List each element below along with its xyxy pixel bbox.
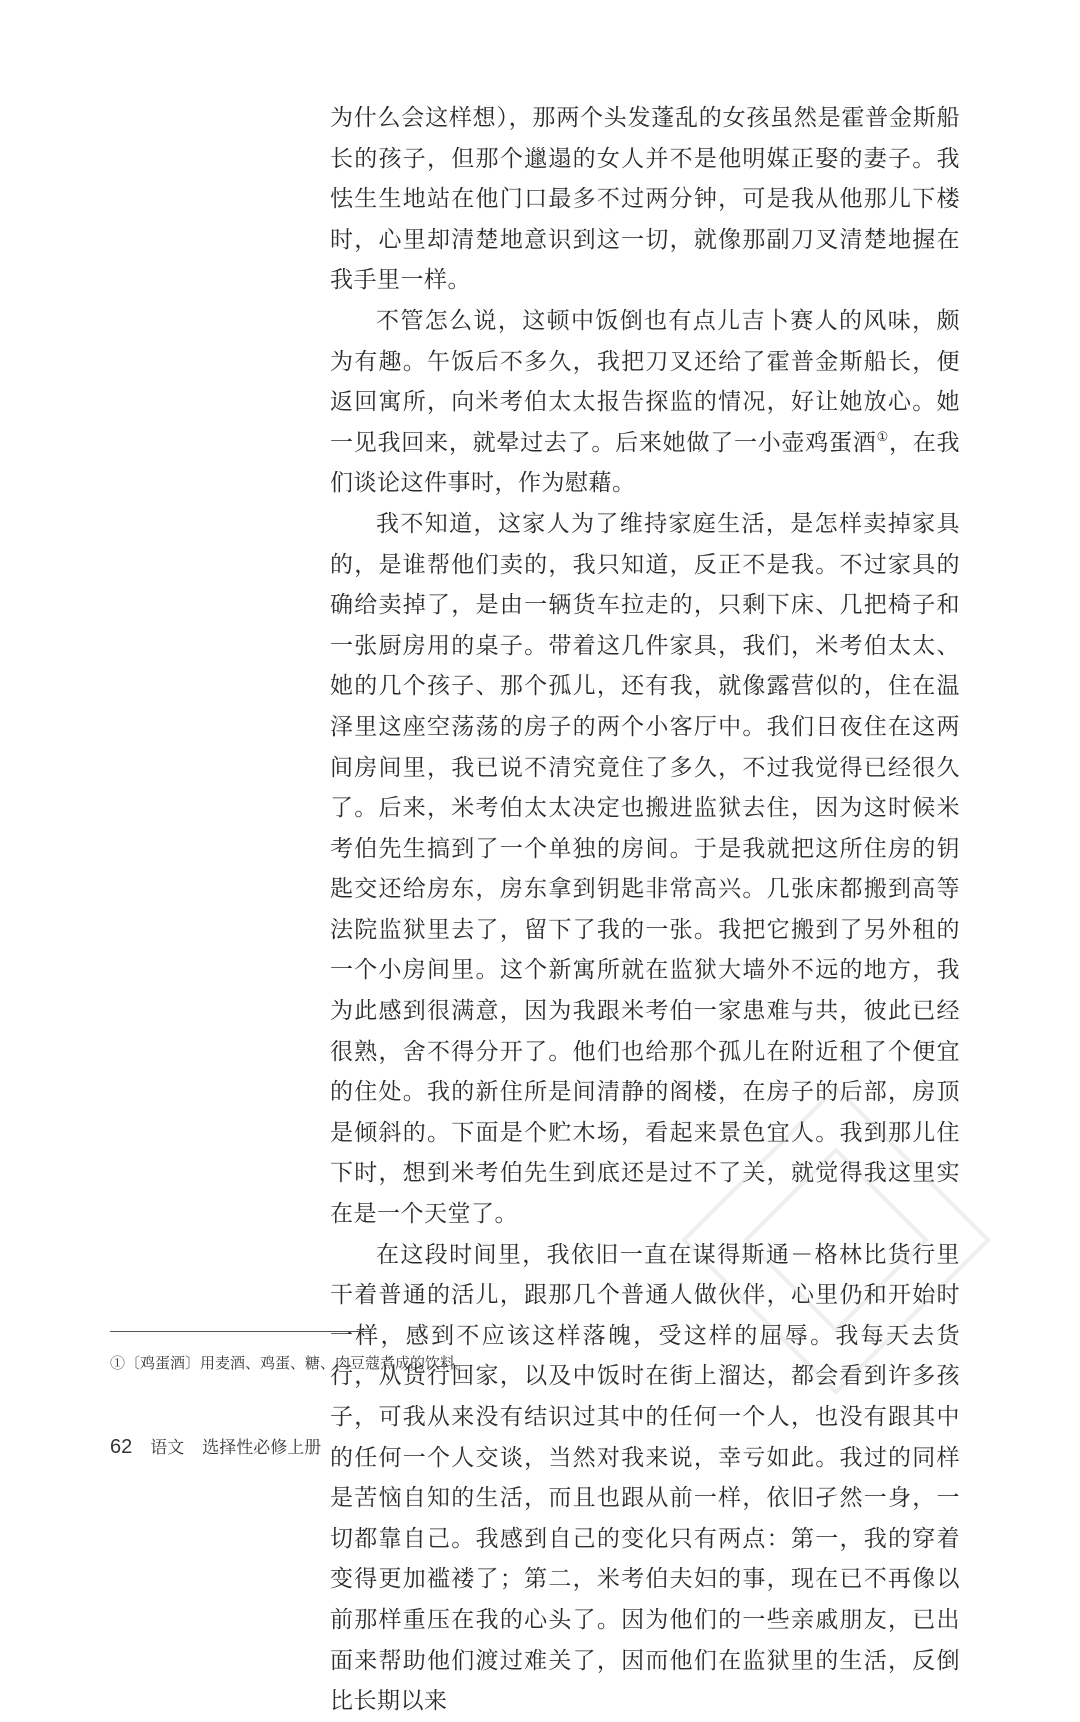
paragraph: 为什么会这样想），那两个头发蓬乱的女孩虽然是霍普金斯船长的孩子，但那个邋遢的女人并不是他明媒正娶的妻子。我怯生生地站在他门口最多不过两分钟，可是我从他那儿下楼时，心里却清楚地意识到这一切，就像那副刀叉清楚地握在我手里一样。 bbox=[330, 105, 960, 294]
page-footer bbox=[110, 1434, 321, 1461]
footnote-divider bbox=[110, 1331, 372, 1332]
paragraph-text: 不管怎么说，这顿中饭倒也有点儿吉卜赛人的风味，颇为有趣。午饭后不多久，我把刀叉还给了霍普金斯船长，便返回寓所，向米考伯太太报告探监的情况，好让她放心。她一见我回来，就晕过去了。后来她做了一小壶鸡蛋酒 bbox=[330, 307, 960, 456]
footnote-reference[interactable]: ① bbox=[876, 429, 889, 445]
subject-label: 语文 bbox=[150, 1438, 185, 1458]
paragraph bbox=[330, 301, 960, 504]
paragraph: 我不知道，这家人为了维持家庭生活，是怎样卖掉家具的，是谁帮他们卖的，我只知道，反正不是我。不过家具的确给卖掉了，是由一辆货车拉走的，只剩下床、几把椅子和一张厨房用的桌子。带着这几件家具，我们，米考伯太太、她的几个孩子、那个孤儿，还有我，就像露营似的，住在温泽里这座空荡荡的房子的两个小客厅中。我们日夜住在这两间房间里，我已说不清究竟住了多久，不过我觉得已经很久了。后来，米考伯太太决定也搬进监狱去住，因为这时候米考伯先生搞到了一个单独的房间。于是我就把这所住房的钥匙交还给房东，房东拿到钥匙非常高兴。几张床都搬到高等法院监狱里去了，留下了我的一张。我把它搬到了另外租的一个小房间里。这个新寓所就在监狱大墙外不远的地方，我为此感到很满意，因为我跟米考伯一家患难与共，彼此已经很熟，舍不得分开了。他们也给那个孤儿在附近租了个便宜的住处。我的新住所是间清静的阁楼，在房子的后部，房顶是倾斜的。下面是个贮木场，看起来景色宜人。我到那儿住下时，想到米考伯先生到底还是过不了关，就觉得我这里实在是一个天堂了。 bbox=[330, 510, 960, 1228]
book-title: 选择性必修上册 bbox=[202, 1438, 322, 1458]
body-text bbox=[330, 98, 960, 1722]
footnote: ①〔鸡蛋酒〕用麦酒、鸡蛋、糖、肉豆蔻煮成的饮料。 bbox=[110, 1354, 471, 1372]
diamond-watermark-icon bbox=[676, 1080, 996, 1400]
page-number: 62 bbox=[110, 1436, 133, 1458]
paragraph-text: ，在我们谈论这件事时，作为慰藉。 bbox=[330, 429, 961, 497]
paragraph: 在这段时间里，我依旧一直在谋得斯通－格林比货行里干着普通的活儿，跟那几个普通人做伙伴，心里仍和开始时一样，感到不应该这样落魄，受这样的屈辱。我每天去货行，从货行回家，以及中饭时在街上溜达，都会看到许多孩子，可我从来没有结识过其中的任何一个人，也没有跟其中的任何一个人交谈，当然对我来说，幸亏如此。我过的同样是苦恼自知的生活，而且也跟从前一样，依旧孑然一身，一切都靠自己。我感到自己的变化只有两点：第一，我的穿着变得更加褴褛了；第二，米考伯夫妇的事，现在已不再像以前那样重压在我的心头了。因为他们的一些亲戚朋友，已出面来帮助他们渡过难关了，因而他们在监狱里的生活，反倒比长期以来 bbox=[330, 1241, 960, 1715]
